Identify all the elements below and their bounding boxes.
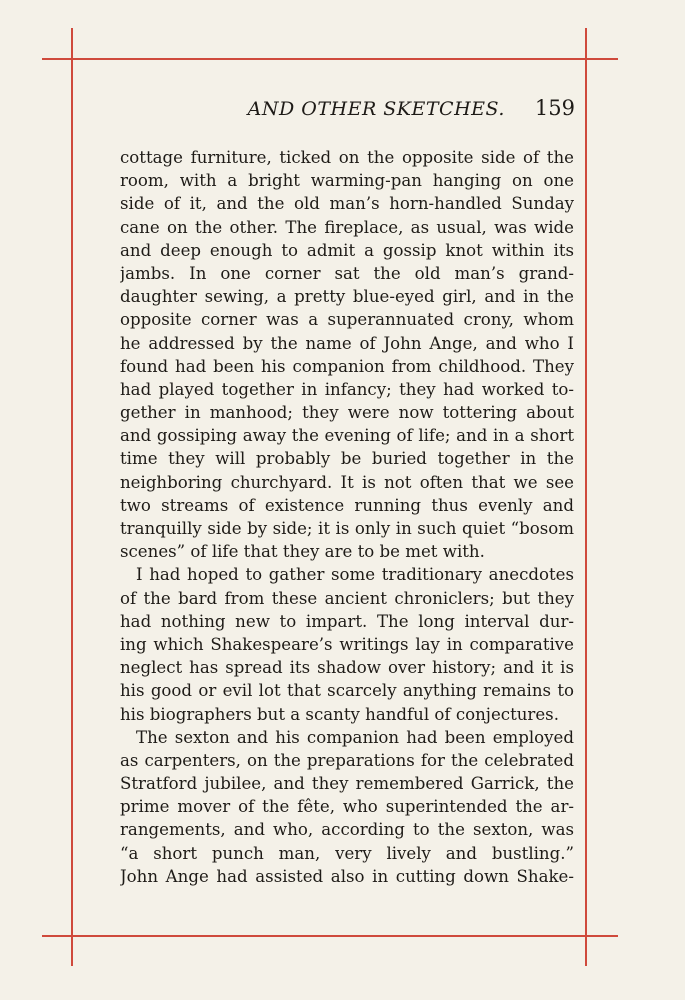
text-line: scenes” of life that they are to be met with. <box>120 542 485 562</box>
page-header <box>120 96 575 126</box>
text-line: tranquilly side by side; it is only in such quiet “bosom <box>120 519 574 538</box>
text-line: his good or evil lot that scarcely anything remains to <box>120 681 574 701</box>
text-line: side of it, and the old man’s horn-handled Sunday <box>120 194 574 214</box>
text-line: two streams of existence running thus evenly and <box>120 495 574 515</box>
body-text <box>120 146 574 888</box>
page-number: 159 <box>534 96 575 120</box>
text-line: ing which Shakespeare’s writings lay in comparative <box>120 634 574 654</box>
text-line: rangements, and who, according to the sexton, was <box>120 820 574 840</box>
right-border-rule <box>585 28 587 966</box>
text-line: and deep enough to admit a gossip knot within its <box>120 240 574 260</box>
bottom-border-rule <box>42 935 618 937</box>
text-line: found had been his companion from childhood. They <box>120 356 574 376</box>
top-border-rule <box>42 58 618 60</box>
text-line: as carpenters, on the preparations for the celebrated <box>120 750 574 770</box>
text-line: jambs. In one corner sat the old man’s grand- <box>120 263 574 283</box>
text-line: “a short punch man, very lively and bustling.” <box>120 843 574 863</box>
text-line: room, with a bright warming-pan hanging on one <box>120 171 574 191</box>
text-line: cottage furniture, ticked on the opposite side of the <box>120 148 574 167</box>
text-line: and gossiping away the evening of life; and in a short <box>120 426 574 446</box>
text-line: gether in manhood; they were now tottering about <box>120 403 574 423</box>
text-line: neighboring churchyard. It is not often that we see <box>120 472 574 492</box>
text-line: Stratford jubilee, and they remembered Garrick, the <box>120 774 574 794</box>
text-line: opposite corner was a superannuated crony, whom <box>120 310 574 330</box>
text-line: prime mover of the fête, who superintended the ar- <box>120 797 574 817</box>
text-line: had nothing new to impart. The long interval dur- <box>120 611 574 631</box>
text-line: John Ange had assisted also in cutting down Shake- <box>120 866 574 886</box>
text-line: The sexton and his companion had been employed <box>136 727 574 747</box>
text-line: his biographers but a scanty handful of conjectures. <box>120 704 559 724</box>
text-line: cane on the other. The fireplace, as usual, was wide <box>120 217 574 237</box>
text-line: of the bard from these ancient chroniclers; but they <box>120 588 574 608</box>
text-line: daughter sewing, a pretty blue-eyed girl, and in the <box>120 287 574 307</box>
text-line: I had hoped to gather some traditionary anecdotes <box>136 565 574 585</box>
text-line: he addressed by the name of John Ange, and who I <box>120 333 574 353</box>
text-line: time they will probably be buried together in the <box>120 449 574 469</box>
left-border-rule <box>71 28 73 966</box>
text-line: neglect has spread its shadow over history; and it is <box>120 658 574 678</box>
running-head: AND OTHER SKETCHES. <box>247 98 505 120</box>
text-line: had played together in infancy; they had worked to- <box>120 379 574 399</box>
